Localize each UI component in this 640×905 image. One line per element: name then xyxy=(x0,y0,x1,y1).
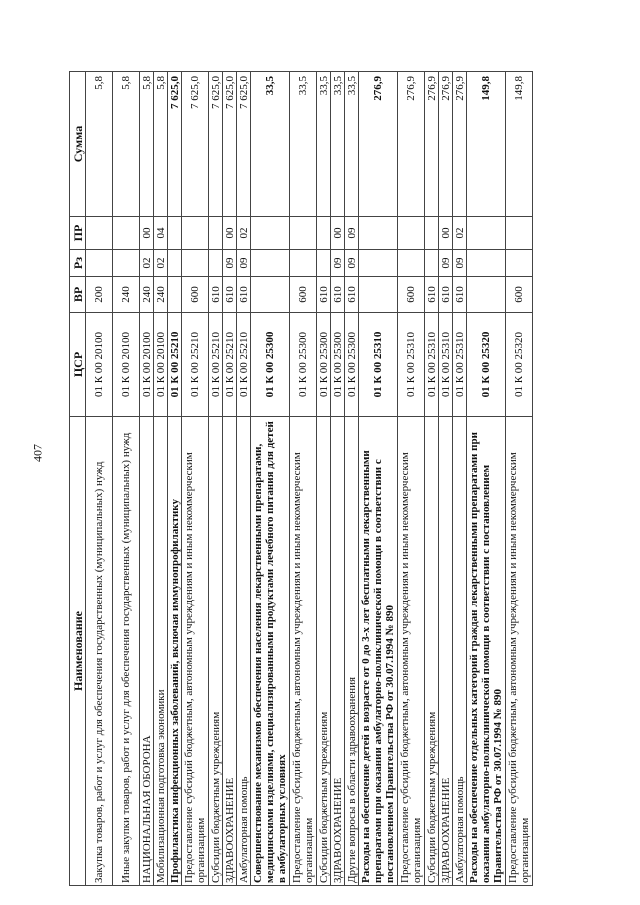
table-row xyxy=(331,72,345,886)
cell-csr: 01 К 00 25210 xyxy=(223,313,237,417)
cell-vr: 610 xyxy=(425,277,439,313)
table-row xyxy=(251,72,290,886)
header-name: Наименование xyxy=(70,417,86,886)
header-vr: ВР xyxy=(70,277,86,313)
cell-vr: 240 xyxy=(154,277,168,313)
cell-sum: 149,8 xyxy=(467,72,506,217)
cell-csr: 01 К 00 25310 xyxy=(398,313,425,417)
cell-rz xyxy=(467,250,506,277)
cell-sum: 5,8 xyxy=(140,72,154,217)
cell-pr xyxy=(290,217,317,250)
cell-rz: 09 xyxy=(237,250,251,277)
table-header-row xyxy=(70,72,86,886)
cell-name: ЗДРАВООХРАНЕНИЕ xyxy=(439,417,453,886)
table-row xyxy=(223,72,237,886)
cell-csr: 01 К 00 20100 xyxy=(140,313,154,417)
header-csr: ЦСР xyxy=(70,313,86,417)
cell-csr: 01 К 00 25210 xyxy=(168,313,182,417)
cell-csr: 01 К 00 25300 xyxy=(290,313,317,417)
cell-pr xyxy=(506,217,533,250)
cell-pr: 00 xyxy=(223,217,237,250)
table-row xyxy=(86,72,113,886)
cell-rz xyxy=(113,250,140,277)
table-row xyxy=(506,72,533,886)
cell-rz xyxy=(290,250,317,277)
cell-pr xyxy=(467,217,506,250)
cell-pr xyxy=(398,217,425,250)
cell-csr: 01 К 00 25210 xyxy=(209,313,223,417)
cell-rz xyxy=(182,250,209,277)
table-row xyxy=(168,72,182,886)
cell-name: Мобилизационная подготовка экономики xyxy=(154,417,168,886)
cell-pr xyxy=(182,217,209,250)
table-row xyxy=(113,72,140,886)
cell-pr xyxy=(359,217,398,250)
cell-sum: 149,8 xyxy=(506,72,533,217)
table-row xyxy=(290,72,317,886)
cell-pr: 02 xyxy=(453,217,467,250)
cell-sum: 33,5 xyxy=(251,72,290,217)
cell-sum: 33,5 xyxy=(290,72,317,217)
cell-pr: 09 xyxy=(345,217,359,250)
cell-csr: 01 К 00 20100 xyxy=(86,313,113,417)
cell-csr: 01 К 00 20100 xyxy=(113,313,140,417)
cell-sum: 5,8 xyxy=(154,72,168,217)
table-row xyxy=(425,72,439,886)
cell-pr xyxy=(86,217,113,250)
cell-vr: 610 xyxy=(237,277,251,313)
cell-sum: 33,5 xyxy=(331,72,345,217)
cell-sum: 33,5 xyxy=(345,72,359,217)
cell-csr: 01 К 00 20100 xyxy=(154,313,168,417)
cell-vr: 600 xyxy=(506,277,533,313)
header-rz: Рз xyxy=(70,250,86,277)
cell-sum: 276,9 xyxy=(425,72,439,217)
cell-pr: 00 xyxy=(140,217,154,250)
cell-vr: 610 xyxy=(317,277,331,313)
cell-vr xyxy=(467,277,506,313)
cell-vr xyxy=(359,277,398,313)
cell-csr: 01 К 00 25310 xyxy=(359,313,398,417)
cell-rz: 02 xyxy=(140,250,154,277)
cell-sum: 5,8 xyxy=(113,72,140,217)
cell-name: Амбулаторная помощь xyxy=(453,417,467,886)
cell-csr: 01 К 00 25300 xyxy=(345,313,359,417)
cell-vr: 610 xyxy=(453,277,467,313)
cell-sum: 7 625,0 xyxy=(237,72,251,217)
cell-rz: 09 xyxy=(223,250,237,277)
cell-sum: 7 625,0 xyxy=(209,72,223,217)
cell-vr: 610 xyxy=(223,277,237,313)
cell-vr xyxy=(251,277,290,313)
cell-rz xyxy=(168,250,182,277)
cell-vr: 240 xyxy=(140,277,154,313)
cell-name: ЗДРАВООХРАНЕНИЕ xyxy=(223,417,237,886)
table-body xyxy=(86,72,533,886)
cell-name: Амбулаторная помощь xyxy=(237,417,251,886)
cell-rz xyxy=(251,250,290,277)
cell-sum: 276,9 xyxy=(453,72,467,217)
cell-pr: 00 xyxy=(331,217,345,250)
cell-rz xyxy=(359,250,398,277)
cell-vr xyxy=(168,277,182,313)
page-number: 407 xyxy=(30,444,45,462)
header-pr: ПР xyxy=(70,217,86,250)
cell-vr: 600 xyxy=(398,277,425,313)
cell-rz xyxy=(209,250,223,277)
table-row xyxy=(317,72,331,886)
cell-vr: 610 xyxy=(209,277,223,313)
cell-vr: 600 xyxy=(290,277,317,313)
cell-pr xyxy=(251,217,290,250)
cell-pr: 00 xyxy=(439,217,453,250)
cell-rz: 09 xyxy=(453,250,467,277)
cell-sum: 33,5 xyxy=(317,72,331,217)
table-row xyxy=(398,72,425,886)
cell-name: Предоставление субсидий бюджетным, автономным учреждениям и иным некоммерческим организациям xyxy=(398,417,425,886)
table-row xyxy=(453,72,467,886)
table-row xyxy=(237,72,251,886)
cell-pr: 04 xyxy=(154,217,168,250)
table-row xyxy=(182,72,209,886)
cell-name: Предоставление субсидий бюджетным, автономным учреждениям и иным некоммерческим организациям xyxy=(290,417,317,886)
cell-rz xyxy=(506,250,533,277)
cell-rz: 09 xyxy=(345,250,359,277)
cell-sum: 5,8 xyxy=(86,72,113,217)
cell-pr xyxy=(209,217,223,250)
cell-name: Другие вопросы в области здравоохранения xyxy=(345,417,359,886)
cell-sum: 7 625,0 xyxy=(223,72,237,217)
cell-name: Субсидии бюджетным учреждениям xyxy=(317,417,331,886)
budget-table xyxy=(69,71,533,886)
table-row xyxy=(209,72,223,886)
cell-pr xyxy=(425,217,439,250)
table-row xyxy=(140,72,154,886)
cell-csr: 01 К 00 25300 xyxy=(331,313,345,417)
cell-name: Предоставление субсидий бюджетным, автономным учреждениям и иным некоммерческим организациям xyxy=(182,417,209,886)
cell-pr xyxy=(317,217,331,250)
cell-vr: 610 xyxy=(331,277,345,313)
cell-vr: 240 xyxy=(113,277,140,313)
cell-sum: 7 625,0 xyxy=(182,72,209,217)
cell-csr: 01 К 00 25320 xyxy=(506,313,533,417)
header-sum: Сумма xyxy=(70,72,86,217)
table-row xyxy=(154,72,168,886)
cell-vr: 610 xyxy=(439,277,453,313)
table-row xyxy=(359,72,398,886)
cell-name: Совершенствование механизмов обеспечения населения лекарственными препаратами, медицинскими изделиями, специализированными продуктами лечебного питания для детей в амбулаторных условиях xyxy=(251,417,290,886)
cell-sum: 276,9 xyxy=(398,72,425,217)
cell-csr: 01 К 00 25210 xyxy=(237,313,251,417)
cell-csr: 01 К 00 25310 xyxy=(425,313,439,417)
table-row xyxy=(439,72,453,886)
cell-name: Расходы на обеспечение детей в возрасте от 0 до 3-х лет бесплатными лекарственными препаратами при оказании амбулаторно-поликлинической помощи в соответствии с постановлением Правительства РФ от 30.07.1994 № 890 xyxy=(359,417,398,886)
cell-rz: 02 xyxy=(154,250,168,277)
cell-pr xyxy=(168,217,182,250)
cell-csr: 01 К 00 25310 xyxy=(439,313,453,417)
cell-sum: 276,9 xyxy=(359,72,398,217)
cell-csr: 01 К 00 25320 xyxy=(467,313,506,417)
cell-name: Субсидии бюджетным учреждениям xyxy=(209,417,223,886)
cell-rz: 09 xyxy=(439,250,453,277)
cell-name: Закупка товаров, работ и услуг для обеспечения государственных (муниципальных) нужд xyxy=(86,417,113,886)
cell-rz xyxy=(86,250,113,277)
cell-name: Предоставление субсидий бюджетным, автономным учреждениям и иным некоммерческим организациям xyxy=(506,417,533,886)
cell-name: Профилактика инфекционных заболеваний, включая иммунопрофилактику xyxy=(168,417,182,886)
cell-csr: 01 К 00 25300 xyxy=(317,313,331,417)
cell-pr xyxy=(113,217,140,250)
cell-pr: 02 xyxy=(237,217,251,250)
cell-name: ЗДРАВООХРАНЕНИЕ xyxy=(331,417,345,886)
cell-vr: 610 xyxy=(345,277,359,313)
cell-rz xyxy=(425,250,439,277)
table-row xyxy=(467,72,506,886)
cell-vr: 200 xyxy=(86,277,113,313)
cell-name: НАЦИОНАЛЬНАЯ ОБОРОНА xyxy=(140,417,154,886)
cell-csr: 01 К 00 25310 xyxy=(453,313,467,417)
cell-vr: 600 xyxy=(182,277,209,313)
cell-name: Иные закупки товаров, работ и услуг для обеспечения государственных (муниципальных) нужд xyxy=(113,417,140,886)
cell-name: Субсидии бюджетным учреждениям xyxy=(425,417,439,886)
cell-sum: 7 625,0 xyxy=(168,72,182,217)
table-row xyxy=(345,72,359,886)
cell-rz xyxy=(398,250,425,277)
rotated-page-content xyxy=(69,72,586,886)
cell-csr: 01 К 00 25210 xyxy=(182,313,209,417)
cell-sum: 276,9 xyxy=(439,72,453,217)
cell-name: Расходы на обеспечение отдельных категорий граждан лекарственными препаратами при оказании амбулаторно-поликлинической помощи в соответствии с постановлением Правительства РФ от 30.07.1994 № 890 xyxy=(467,417,506,886)
cell-csr: 01 К 00 25300 xyxy=(251,313,290,417)
cell-rz: 09 xyxy=(331,250,345,277)
cell-rz xyxy=(317,250,331,277)
